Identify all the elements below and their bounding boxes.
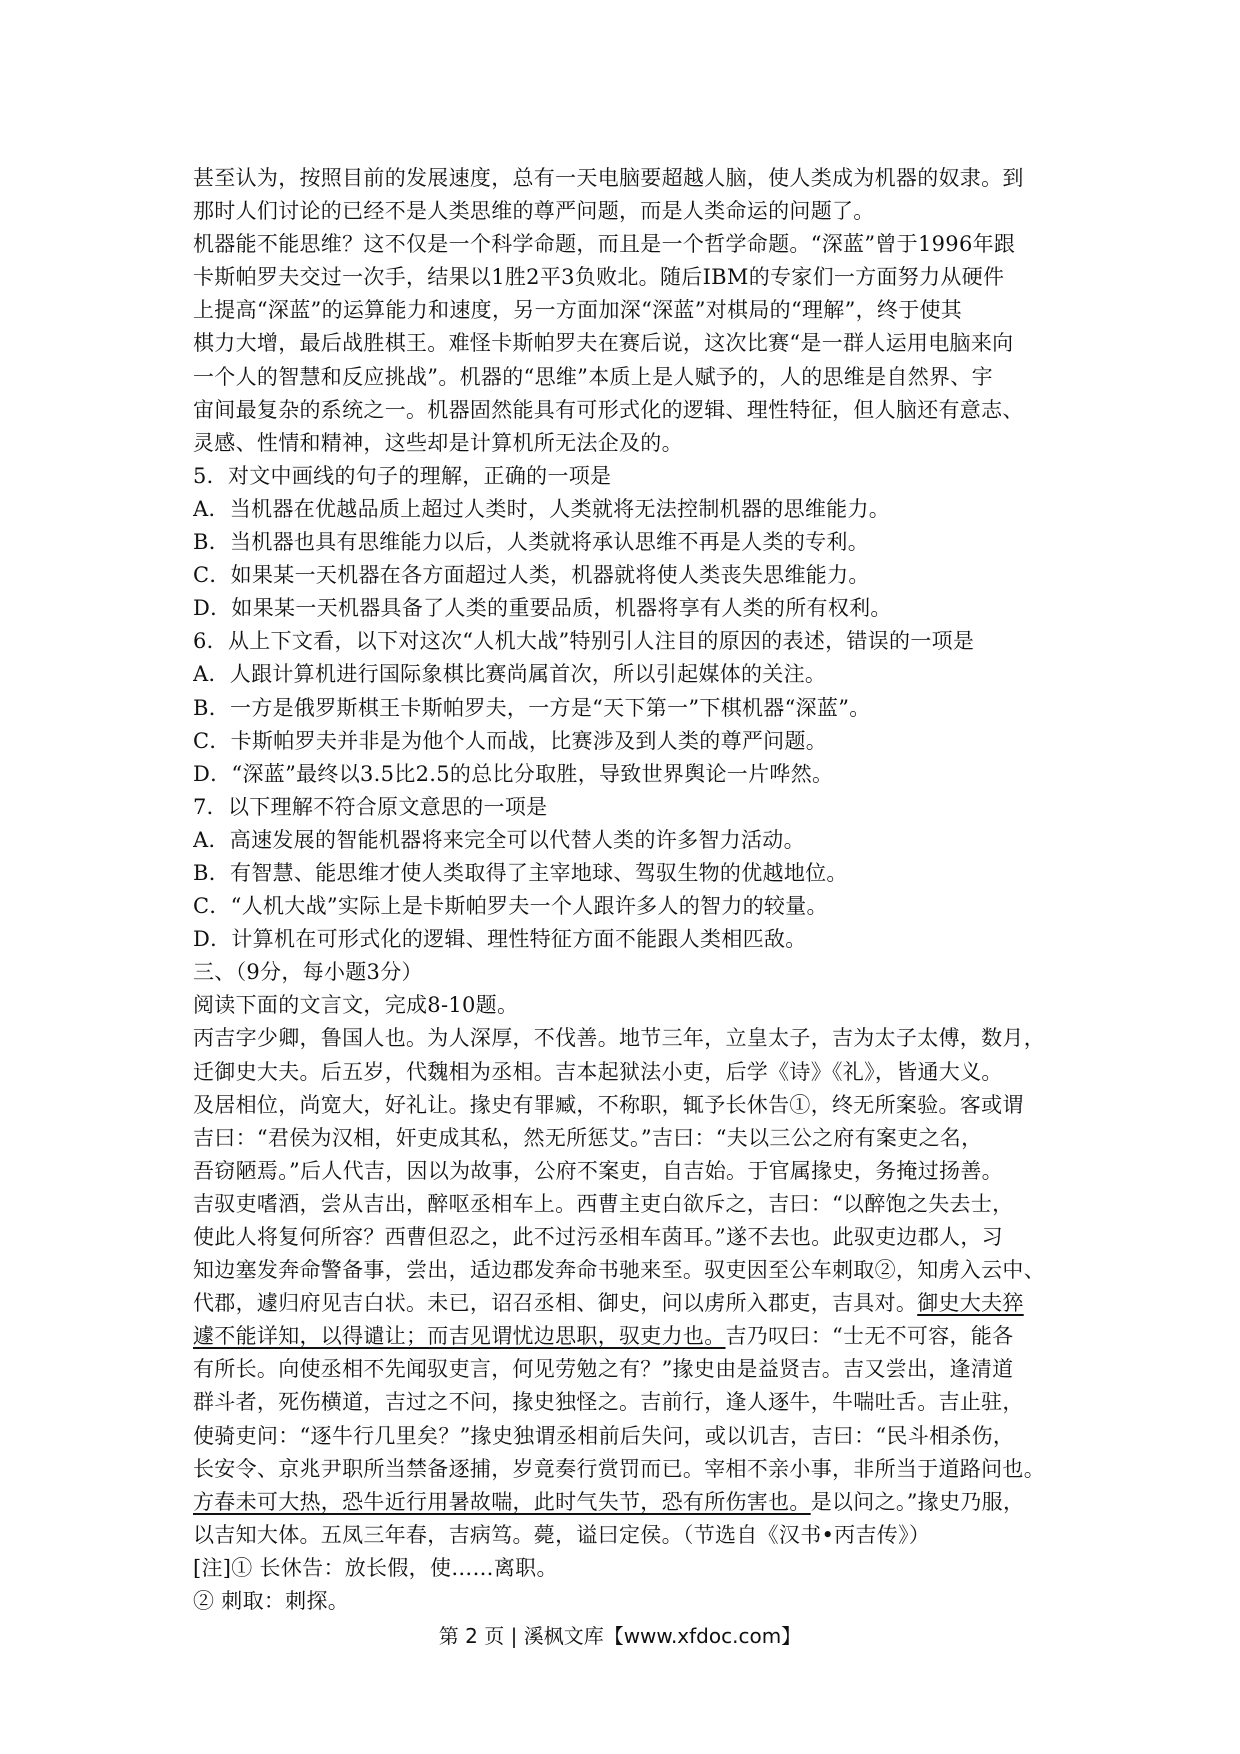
text-segment: 吉驭吏嗜酒，尝从吉出，醉呕丞相车上。西曹主吏白欲斥之，吉曰：“以醉饱之失去士， bbox=[193, 1191, 1014, 1216]
text-line bbox=[193, 1254, 1053, 1287]
text-line bbox=[193, 460, 1053, 493]
text-line bbox=[193, 1320, 1053, 1353]
text-line bbox=[193, 1486, 1053, 1519]
text-segment: 丙吉字少卿，鲁国人也。为人深厚，不伐善。地节三年，立皇太子，吉为太子太傅，数月， bbox=[193, 1026, 1045, 1051]
text-line bbox=[193, 1122, 1053, 1155]
text-segment: D．如果某一天机器具备了人类的重要品质，机器将享有人类的所有权利。 bbox=[193, 596, 892, 621]
text-segment: C．“人机大战”实际上是卡斯帕罗夫一个人跟许多人的智力的较量。 bbox=[193, 894, 828, 919]
text-segment: B．有智慧、能思维才使人类取得了主宰地球、驾驭生物的优越地位。 bbox=[193, 860, 848, 885]
underlined-sentence: 御史大夫猝 bbox=[917, 1291, 1024, 1316]
text-segment: 一个人的智慧和反应挑战”。机器的“思维”本质上是人赋予的，人的思维是自然界、宇 bbox=[193, 364, 993, 389]
text-line bbox=[193, 1089, 1053, 1122]
text-line bbox=[193, 526, 1053, 559]
text-line bbox=[193, 162, 1053, 195]
text-line bbox=[193, 394, 1053, 427]
text-segment: 那时人们讨论的已经不是人类思维的尊严问题，而是人类命运的问题了。 bbox=[193, 199, 875, 224]
text-line bbox=[193, 989, 1053, 1022]
text-line bbox=[193, 1453, 1053, 1486]
text-line bbox=[193, 228, 1053, 261]
text-segment: ② 刺取：刺探。 bbox=[193, 1589, 350, 1614]
text-segment: 吉曰：“君侯为汉相，奸吏成其私，然无所惩艾。”吉曰：“夫以三公之府有案吏之名， bbox=[193, 1125, 983, 1150]
text-line bbox=[193, 1519, 1053, 1552]
footer-site-link[interactable]: 【www.xfdoc.com】 bbox=[603, 1624, 802, 1648]
text-segment: 宙间最复杂的系统之一。机器固然能具有可形式化的逻辑、理性特征，但人脑还有意志、 bbox=[193, 397, 1024, 422]
text-segment: 有所长。向使丞相不先闻驭吏言，何见劳勉之有？”掾史由是益贤吉。吉又尝出，逢清道 bbox=[193, 1357, 1014, 1382]
text-line bbox=[193, 427, 1053, 460]
text-segment: 棋力大增，最后战胜棋王。难怪卡斯帕罗夫在赛后说，这次比赛“是一群人运用电脑来向 bbox=[193, 331, 1014, 356]
text-line bbox=[193, 1552, 1053, 1585]
text-line bbox=[193, 1585, 1053, 1618]
text-line bbox=[193, 692, 1053, 725]
text-line bbox=[193, 1420, 1053, 1453]
text-line bbox=[193, 1221, 1053, 1254]
text-segment: 吾窃陋焉。”后人代吉，因以为故事，公府不案吏，自吉始。于官属掾史，务掩过扬善。 bbox=[193, 1158, 1003, 1183]
text-line bbox=[193, 1022, 1053, 1055]
text-segment: C．如果某一天机器在各方面超过人类，机器就将使人类丧失思维能力。 bbox=[193, 563, 870, 588]
text-segment: 灵感、性情和精神，这些却是计算机所无法企及的。 bbox=[193, 430, 683, 455]
text-segment: C．卡斯帕罗夫并非是为他个人而战，比赛涉及到人类的尊严问题。 bbox=[193, 728, 828, 753]
text-segment: 长安令、京兆尹职所当禁备逐捕，岁竟奏行赏罚而已。宰相不亲小事，非所当于道路问也。 bbox=[193, 1456, 1045, 1481]
text-line bbox=[193, 261, 1053, 294]
text-segment: 7．以下理解不符合原文意思的一项是 bbox=[193, 794, 548, 819]
text-line bbox=[193, 559, 1053, 592]
text-line bbox=[193, 658, 1053, 691]
text-segment: A．人跟计算机进行国际象棋比赛尚属首次，所以引起媒体的关注。 bbox=[193, 662, 827, 687]
text-segment: 阅读下面的文言文，完成8-10题。 bbox=[193, 993, 519, 1018]
text-line bbox=[193, 1353, 1053, 1386]
text-line bbox=[193, 824, 1053, 857]
text-segment: 吉乃叹曰：“士无不可容，能各 bbox=[725, 1324, 1014, 1349]
text-segment: D．“深蓝”最终以3.5比2.5的总比分取胜，导致世界舆论一片哗然。 bbox=[193, 761, 834, 786]
text-segment: D．计算机在可形式化的逻辑、理性特征方面不能跟人类相匹敌。 bbox=[193, 927, 807, 952]
text-line bbox=[193, 1155, 1053, 1188]
text-line bbox=[193, 592, 1053, 625]
text-segment: 使此人将复何所容？西曹但忍之，此不过污丞相车茵耳。”遂不去也。此驭吏边郡人，习 bbox=[193, 1225, 1003, 1249]
text-line bbox=[193, 195, 1053, 228]
document-body bbox=[193, 162, 1053, 1618]
text-segment: 是以问之。”掾史乃服， bbox=[810, 1489, 1025, 1514]
text-segment: 三、（9分，每小题3分） bbox=[193, 960, 423, 985]
text-line bbox=[193, 1287, 1053, 1320]
text-segment: 迁御史大夫。后五岁，代魏相为丞相。吉本起狱法小吏，后学《诗》《礼》，皆通大义。 bbox=[193, 1059, 1003, 1084]
text-segment: 5．对文中画线的句子的理解，正确的一项是 bbox=[193, 463, 612, 488]
text-line bbox=[193, 956, 1053, 989]
text-segment: 6．从上下文看，以下对这次“人机大战”特别引人注目的原因的表述，错误的一项是 bbox=[193, 629, 975, 654]
text-segment: B．当机器也具有思维能力以后，人类就将承认思维不再是人类的专利。 bbox=[193, 530, 870, 555]
text-line bbox=[193, 493, 1053, 526]
underlined-sentence: 方春未可大热，恐牛近行用暑故喘，此时气失节，恐有所伤害也。 bbox=[193, 1489, 811, 1514]
text-line bbox=[193, 791, 1053, 824]
text-line bbox=[193, 758, 1053, 791]
text-segment: 以吉知大体。五凤三年春，吉病笃。薨，谥曰定侯。（节选自《汉书•丙吉传》） bbox=[193, 1522, 931, 1547]
text-line bbox=[193, 361, 1053, 394]
text-segment: 甚至认为，按照目前的发展速度，总有一天电脑要超越人脑，使人类成为机器的奴隶。到 bbox=[193, 166, 1024, 190]
page-footer bbox=[0, 1620, 1240, 1649]
text-segment: A．当机器在优越品质上超过人类时，人类就将无法控制机器的思维能力。 bbox=[193, 496, 891, 521]
text-segment: 卡斯帕罗夫交过一次手，结果以1胜2平3负败北。随后IBM的专家们一方面努力从硬件 bbox=[193, 265, 1005, 290]
text-segment: 及居相位，尚宽大，好礼让。掾史有罪臧，不称职，辄予长休告①，终无所案验。客或谓 bbox=[193, 1092, 1024, 1117]
text-segment: [注]① 长休告：放长假，使……离职。 bbox=[193, 1555, 558, 1580]
text-line bbox=[193, 327, 1053, 360]
text-line bbox=[193, 294, 1053, 327]
text-line bbox=[193, 923, 1053, 956]
text-segment: 上提高“深蓝”的运算能力和速度，另一方面加深“深蓝”对棋局的“理解”，终于使其 bbox=[193, 298, 963, 323]
footer-page-label: 第 2 页 | 溪枫文库 bbox=[438, 1624, 604, 1648]
text-segment: 知边塞发奔命警备事，尝出，适边郡发奔命书驰来至。驭吏因至公车刺取②，知虏入云中、 bbox=[193, 1258, 1045, 1283]
text-line bbox=[193, 857, 1053, 890]
text-segment: 机器能不能思维？这不仅是一个科学命题，而且是一个哲学命题。“深蓝”曾于1996年跟 bbox=[193, 232, 1016, 257]
text-line bbox=[193, 1386, 1053, 1419]
text-line bbox=[193, 1056, 1053, 1089]
text-segment: 使骑吏问：“逐牛行几里矣？”掾史独谓丞相前后失问，或以讥吉，吉曰：“民斗相杀伤， bbox=[193, 1423, 1015, 1448]
text-segment: B．一方是俄罗斯棋王卡斯帕罗夫，一方是“天下第一”下棋机器“深蓝”。 bbox=[193, 695, 871, 720]
text-segment: A．高速发展的智能机器将来完全可以代替人类的许多智力活动。 bbox=[193, 827, 805, 852]
text-segment: 群斗者，死伤横道，吉过之不问，掾史独怪之。吉前行，逢人逐牛，牛喘吐舌。吉止驻， bbox=[193, 1390, 1024, 1415]
text-line bbox=[193, 890, 1053, 923]
text-segment: 代郡，遽归府见吉白状。未已，诏召丞相、御史，问以虏所入郡吏，吉具对。 bbox=[193, 1291, 918, 1316]
text-line bbox=[193, 1188, 1053, 1221]
text-line bbox=[193, 725, 1053, 758]
text-line bbox=[193, 625, 1053, 658]
underlined-sentence: 遽不能详知，以得谴让；而吉见谓忧边思职，驭吏力也。 bbox=[193, 1324, 726, 1349]
